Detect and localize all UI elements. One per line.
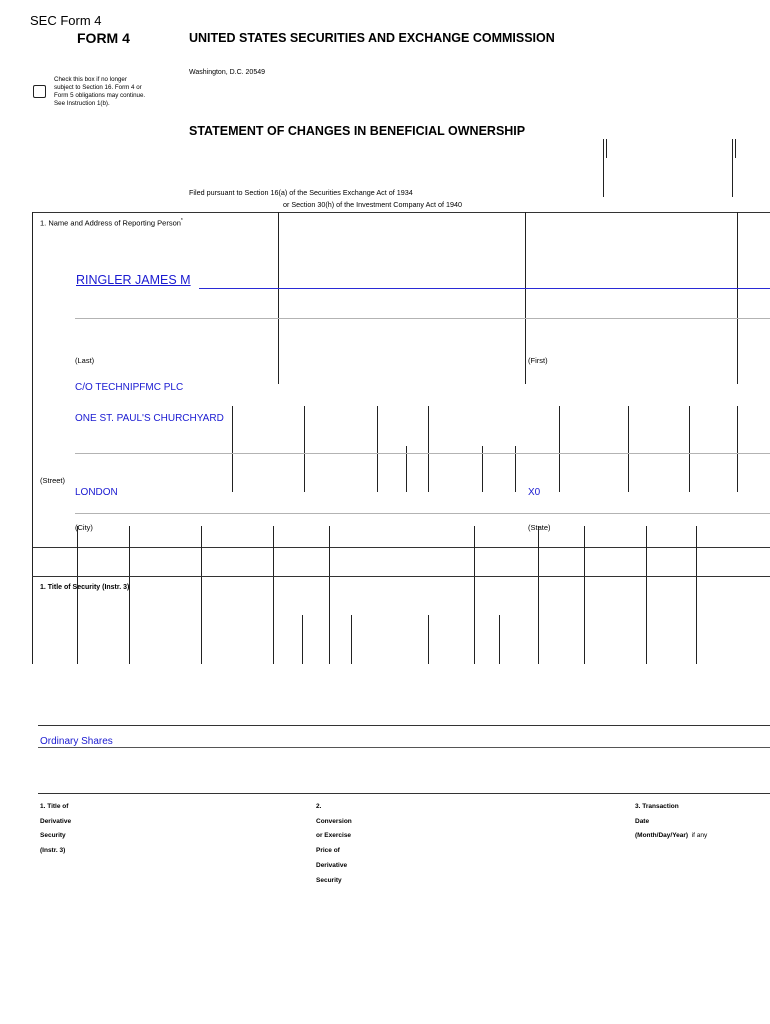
- sec-form-label: SEC Form 4: [30, 13, 102, 28]
- city-value: LONDON: [75, 487, 118, 498]
- table2-header-line: Date: [635, 817, 650, 825]
- table2-header-line: Security: [316, 876, 342, 884]
- table1-col-line: [584, 526, 585, 664]
- city-label: (City): [75, 523, 93, 532]
- agency-location: Washington, D.C. 20549: [189, 69, 266, 76]
- grid-line: [304, 406, 305, 492]
- checkbox-text-line: See Instruction 1(b).: [54, 100, 110, 107]
- header-divider: [606, 139, 607, 158]
- filed-pursuant-line: Filed pursuant to Section 16(a) of the Securities Exchange Act of 1934: [189, 188, 413, 197]
- table1-title-header: 1. Title of Security (Instr. 3): [40, 584, 130, 591]
- table1-row-rule: [38, 747, 770, 748]
- grid-line: [377, 406, 378, 492]
- reporting-person-label-text: 1. Name and Address of Reporting Person: [40, 218, 181, 228]
- street-label: (Street): [40, 476, 66, 485]
- grid-line: [428, 406, 429, 492]
- statement-title: STATEMENT OF CHANGES IN BENEFICIAL OWNERSHIP: [189, 124, 526, 138]
- table2-header-line: 3. Transaction: [635, 803, 679, 810]
- section16-checkbox[interactable]: [33, 85, 46, 98]
- table1-col-line: [696, 526, 697, 664]
- table2-header-line: Price of: [316, 847, 340, 855]
- checkbox-text-line: subject to Section 16. Form 4 or: [54, 84, 142, 91]
- grid-line: [559, 406, 560, 492]
- grid-line: [628, 406, 629, 492]
- address-line-1: C/O TECHNIPFMC PLC: [75, 382, 184, 393]
- table1-row-rule: [38, 725, 770, 726]
- last-label: (Last): [75, 356, 95, 365]
- checkbox-text-line: Check this box if no longer: [54, 76, 127, 83]
- state-label: (State): [528, 523, 551, 532]
- name-underline: [199, 288, 770, 289]
- address-line-2: ONE ST. PAUL'S CHURCHYARD: [75, 413, 224, 424]
- table1-col-line: [273, 526, 274, 664]
- table1-col-line: [538, 526, 539, 664]
- table-row: Ordinary Shares: [40, 736, 113, 747]
- footnote-marker: *: [180, 218, 183, 224]
- box-divider: [525, 212, 526, 384]
- table1-subcol-line: [351, 615, 352, 664]
- table2-header-line: or Exercise: [316, 832, 352, 840]
- table1-col-line: [129, 526, 130, 664]
- street-field-rule: [75, 453, 770, 454]
- box-divider: [278, 212, 279, 384]
- header-divider: [732, 139, 733, 197]
- reporting-person-name-link[interactable]: RINGLER JAMES M: [76, 273, 191, 287]
- city-field-rule: [75, 513, 770, 514]
- table1-top-rule: [32, 547, 770, 548]
- box-divider: [737, 212, 738, 384]
- table2-col2-header: [316, 800, 352, 888]
- box-left-border: [32, 212, 33, 547]
- table2-header-line: Conversion: [316, 817, 352, 825]
- grid-line: [232, 406, 233, 492]
- table2-header-line: Derivative: [40, 817, 72, 825]
- form-number: FORM 4: [77, 30, 130, 46]
- table2-header-line: 2.: [316, 803, 322, 810]
- table2-col3-header: [635, 800, 707, 844]
- filed-pursuant-line-2: or Section 30(h) of the Investment Company Act of 1940: [283, 200, 462, 209]
- table1-left-border: [32, 547, 33, 664]
- grid-line: [737, 406, 738, 492]
- table2-header-text: (Month/Day/Year): [635, 832, 689, 840]
- table2-header-line: [635, 829, 707, 844]
- table2-header-line: Security: [40, 832, 66, 840]
- table1-col-line: [201, 526, 202, 664]
- checkbox-text-line: Form 5 obligations may continue.: [54, 92, 146, 99]
- table2-col1-header: [40, 800, 71, 859]
- table1-subcol-line: [302, 615, 303, 664]
- table2-header-line: Derivative: [316, 861, 348, 869]
- section-rule: [32, 212, 770, 213]
- table1-header-rule: [32, 576, 770, 577]
- header-divider: [603, 139, 604, 197]
- table1-subcol-line: [499, 615, 500, 664]
- table1-col-line: [646, 526, 647, 664]
- checkbox-instructions: [54, 76, 145, 108]
- table2-header-extra: if any: [691, 832, 708, 840]
- first-label: (First): [528, 356, 548, 365]
- agency-title: UNITED STATES SECURITIES AND EXCHANGE COMMISSION: [189, 31, 555, 45]
- table2-header-line: (Instr. 3): [40, 847, 66, 855]
- table1-subcol-line: [428, 615, 429, 664]
- table1-col-line: [329, 526, 330, 664]
- table1-col-line: [474, 526, 475, 664]
- grid-line: [689, 406, 690, 492]
- reporting-person-label: [40, 218, 183, 228]
- header-divider: [735, 139, 736, 158]
- table1-col-line: [77, 526, 78, 664]
- state-value: X0: [528, 487, 541, 498]
- table2-header-line: 1. Title of: [40, 803, 69, 810]
- table2-top-rule: [38, 793, 770, 794]
- name-field-rule: [75, 318, 770, 319]
